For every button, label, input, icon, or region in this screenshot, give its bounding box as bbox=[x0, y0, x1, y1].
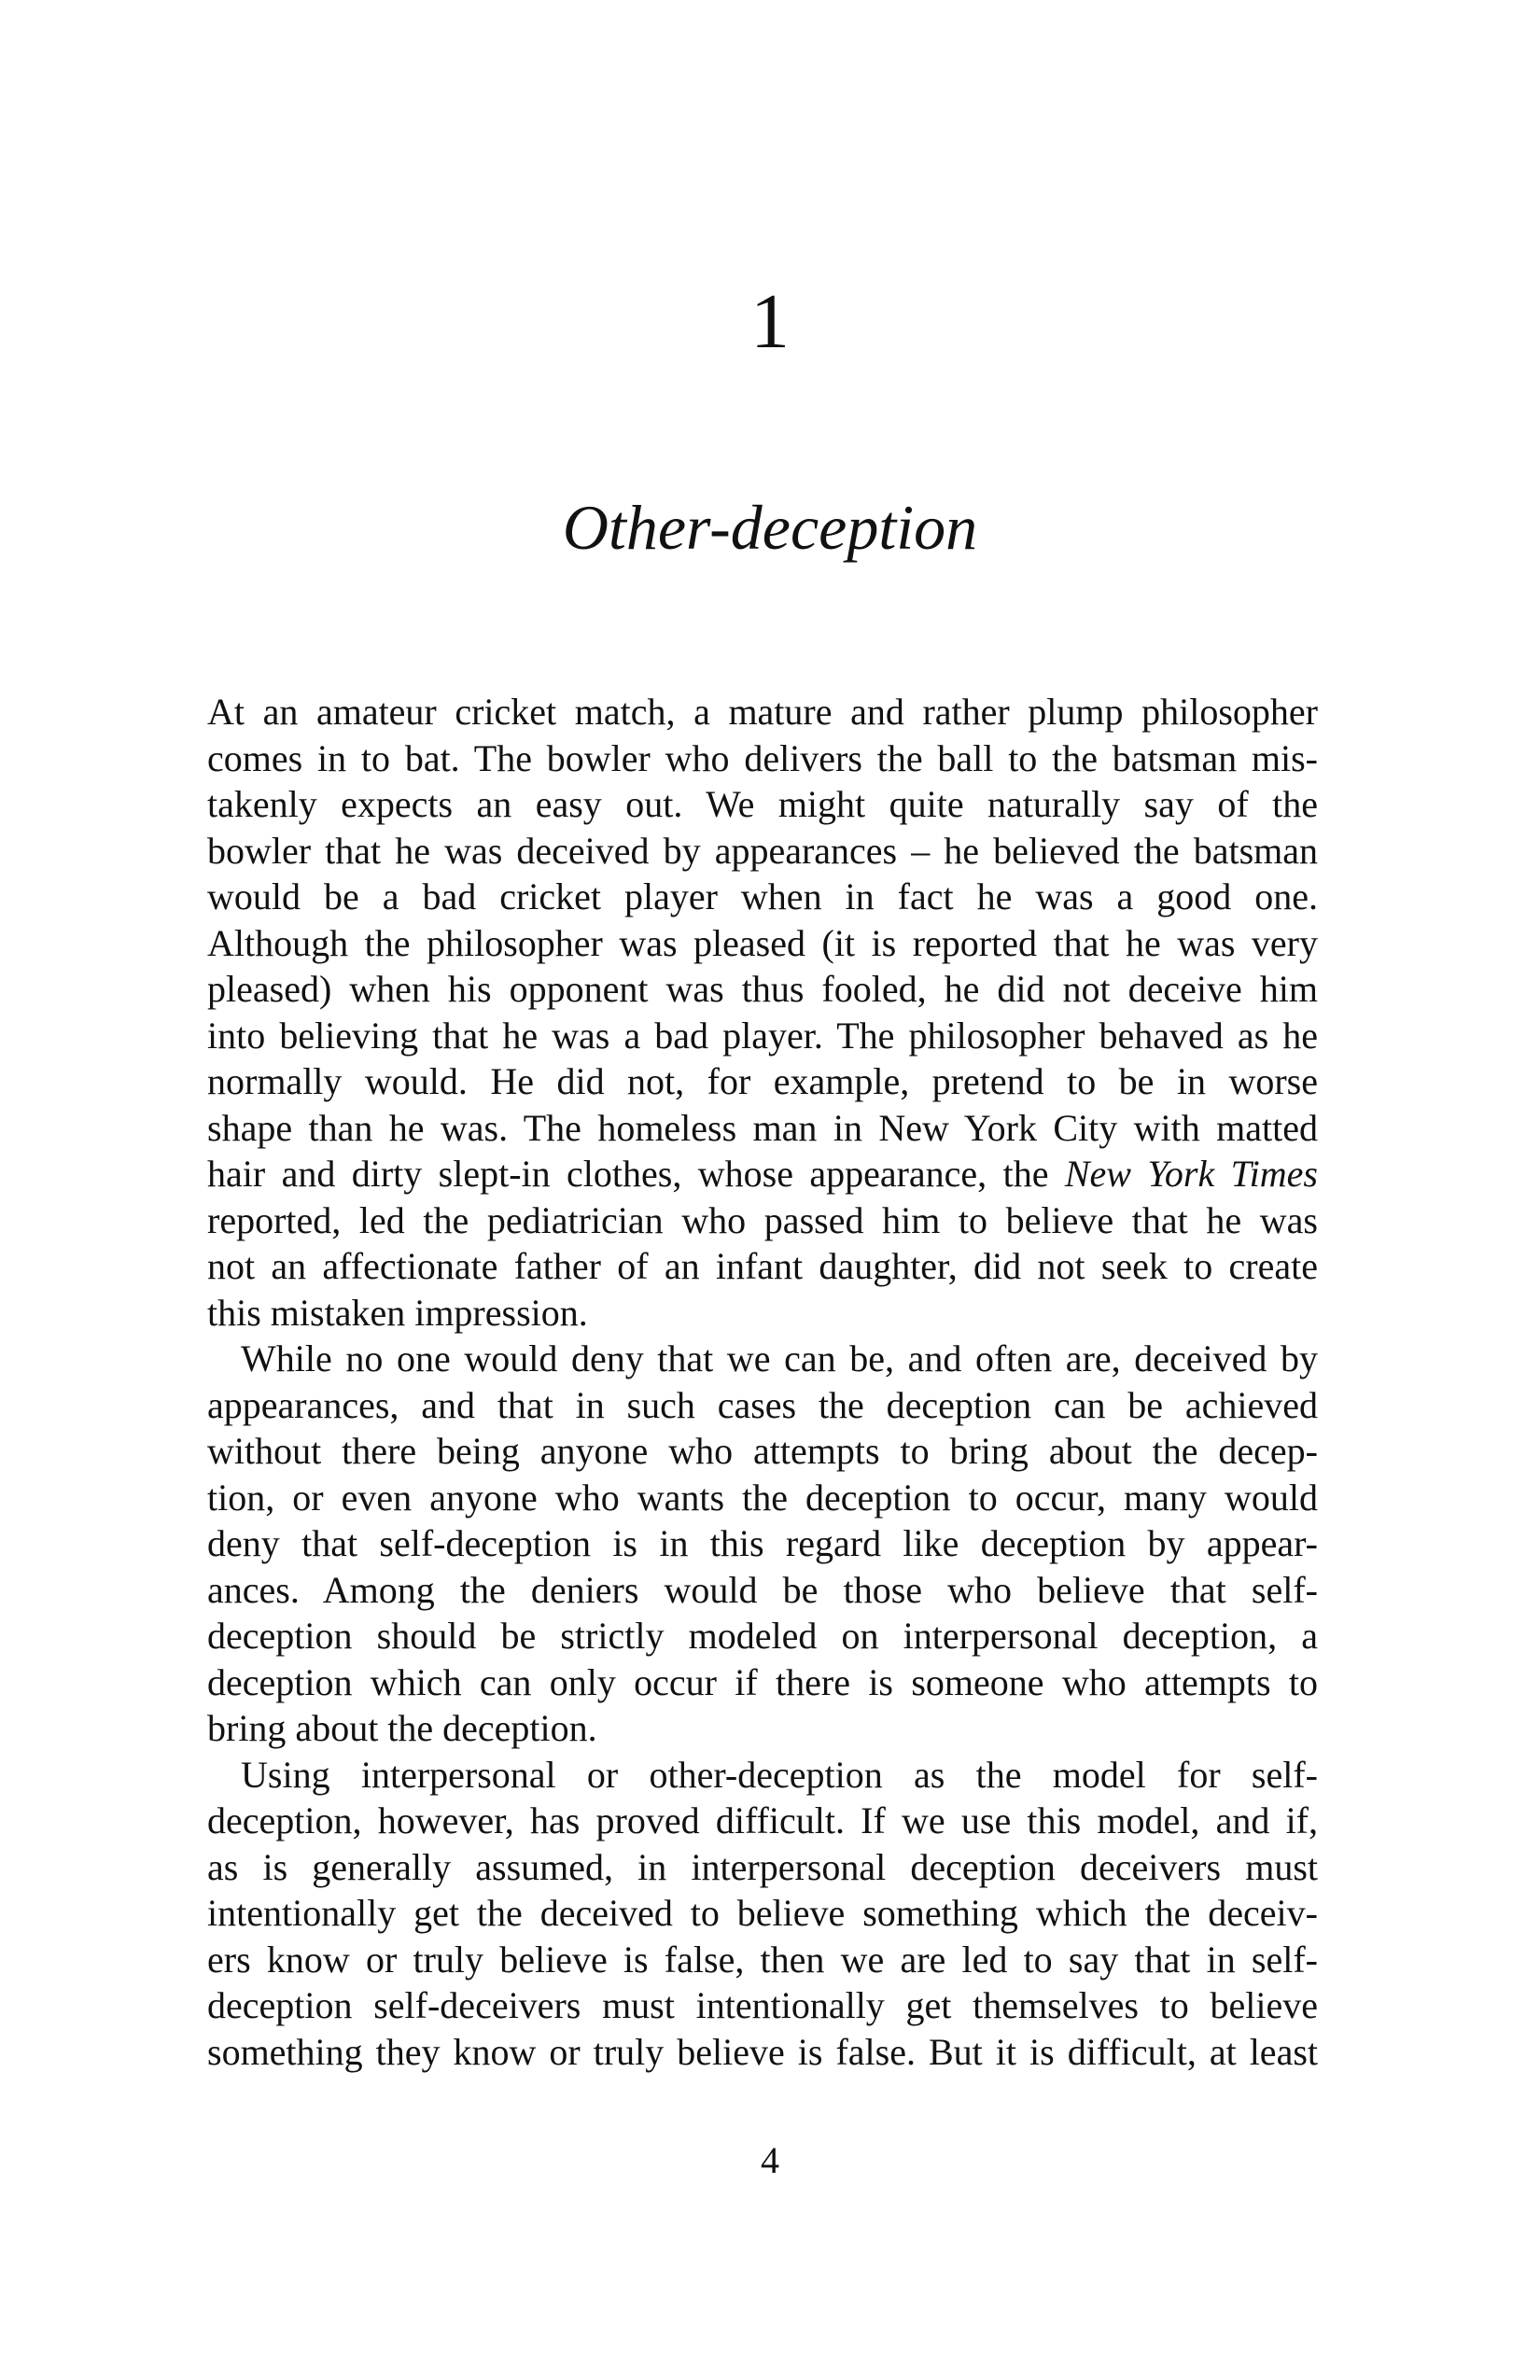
text-segment: hair and dirty slept-in clothes, whose appearance, the bbox=[207, 1153, 1065, 1195]
chapter-title: Other-deception bbox=[562, 492, 978, 563]
chapter-number: 1 bbox=[750, 278, 790, 365]
text-line: reported, led the pediatrician who passed him to believe that he was bbox=[207, 1198, 1318, 1241]
text-line: tion, or even anyone who wants the deception to occur, many would bbox=[207, 1476, 1318, 1519]
text-line: deception, however, has proved difficult. If we use this model, and if, bbox=[207, 1799, 1318, 1841]
paragraph-3 bbox=[207, 1752, 1318, 2076]
paragraph-2 bbox=[207, 1336, 1318, 1752]
text-line: ances. Among the deniers would be those who believe that self- bbox=[207, 1568, 1318, 1611]
text-line: as is generally assumed, in interpersonal deception deceivers must bbox=[207, 1845, 1318, 1888]
text-line: ers know or truly believe is false, then we are led to say that in self- bbox=[207, 1938, 1318, 1981]
text-line: shape than he was. The homeless man in New York City with matted bbox=[207, 1106, 1318, 1149]
text-line: While no one would deny that we can be, and often are, deceived by bbox=[241, 1337, 1318, 1379]
text-line: comes in to bat. The bowler who delivers the ball to the batsman mis- bbox=[207, 736, 1318, 779]
text-line: deception should be strictly modeled on interpersonal deception, a bbox=[207, 1615, 1318, 1657]
text-line: normally would. He did not, for example, pretend to be in worse bbox=[207, 1060, 1318, 1102]
page-number: 4 bbox=[761, 2139, 779, 2181]
text-line: Using interpersonal or other-deception as the model for self- bbox=[241, 1753, 1318, 1796]
text-line: would be a bad cricket player when in fact he was a good one. bbox=[207, 875, 1318, 917]
text-line: this mistaken impression. bbox=[207, 1291, 588, 1334]
text-line: deception which can only occur if there is someone who attempts to bbox=[207, 1660, 1318, 1703]
body-text bbox=[207, 689, 1318, 2075]
text-line: into believing that he was a bad player. The philosopher behaved as he bbox=[207, 1014, 1318, 1057]
text-line: not an affectionate father of an infant daughter, did not seek to create bbox=[207, 1245, 1318, 1287]
text-line: deny that self-deception is in this regard like deception by appear- bbox=[207, 1522, 1318, 1564]
text-line: deception self-deceivers must intentionally get themselves to believe bbox=[207, 1984, 1318, 2026]
text-line: bring about the deception. bbox=[207, 1707, 597, 1749]
text-line: without there being anyone who attempts to bring about the decep- bbox=[207, 1430, 1318, 1472]
text-line: bowler that he was deceived by appearances – he believed the batsman bbox=[207, 829, 1318, 872]
paragraph-1 bbox=[207, 689, 1318, 1336]
text-line: At an amateur cricket match, a mature and rather plump philosopher bbox=[207, 691, 1318, 733]
text-line: appearances, and that in such cases the deception can be achieved bbox=[207, 1383, 1318, 1426]
text-line: Although the philosopher was pleased (it is reported that he was very bbox=[207, 921, 1318, 964]
text-line: intentionally get the deceived to believe something which the deceiv- bbox=[207, 1892, 1318, 1934]
text-line: takenly expects an easy out. We might quite naturally say of the bbox=[207, 783, 1318, 825]
publication-title: New York Times bbox=[1064, 1153, 1318, 1195]
text-line: something they know or truly believe is false. But it is difficult, at least bbox=[207, 2030, 1318, 2073]
text-line: pleased) when his opponent was thus fooled, he did not deceive him bbox=[207, 968, 1318, 1010]
text-line bbox=[207, 1151, 1318, 1197]
